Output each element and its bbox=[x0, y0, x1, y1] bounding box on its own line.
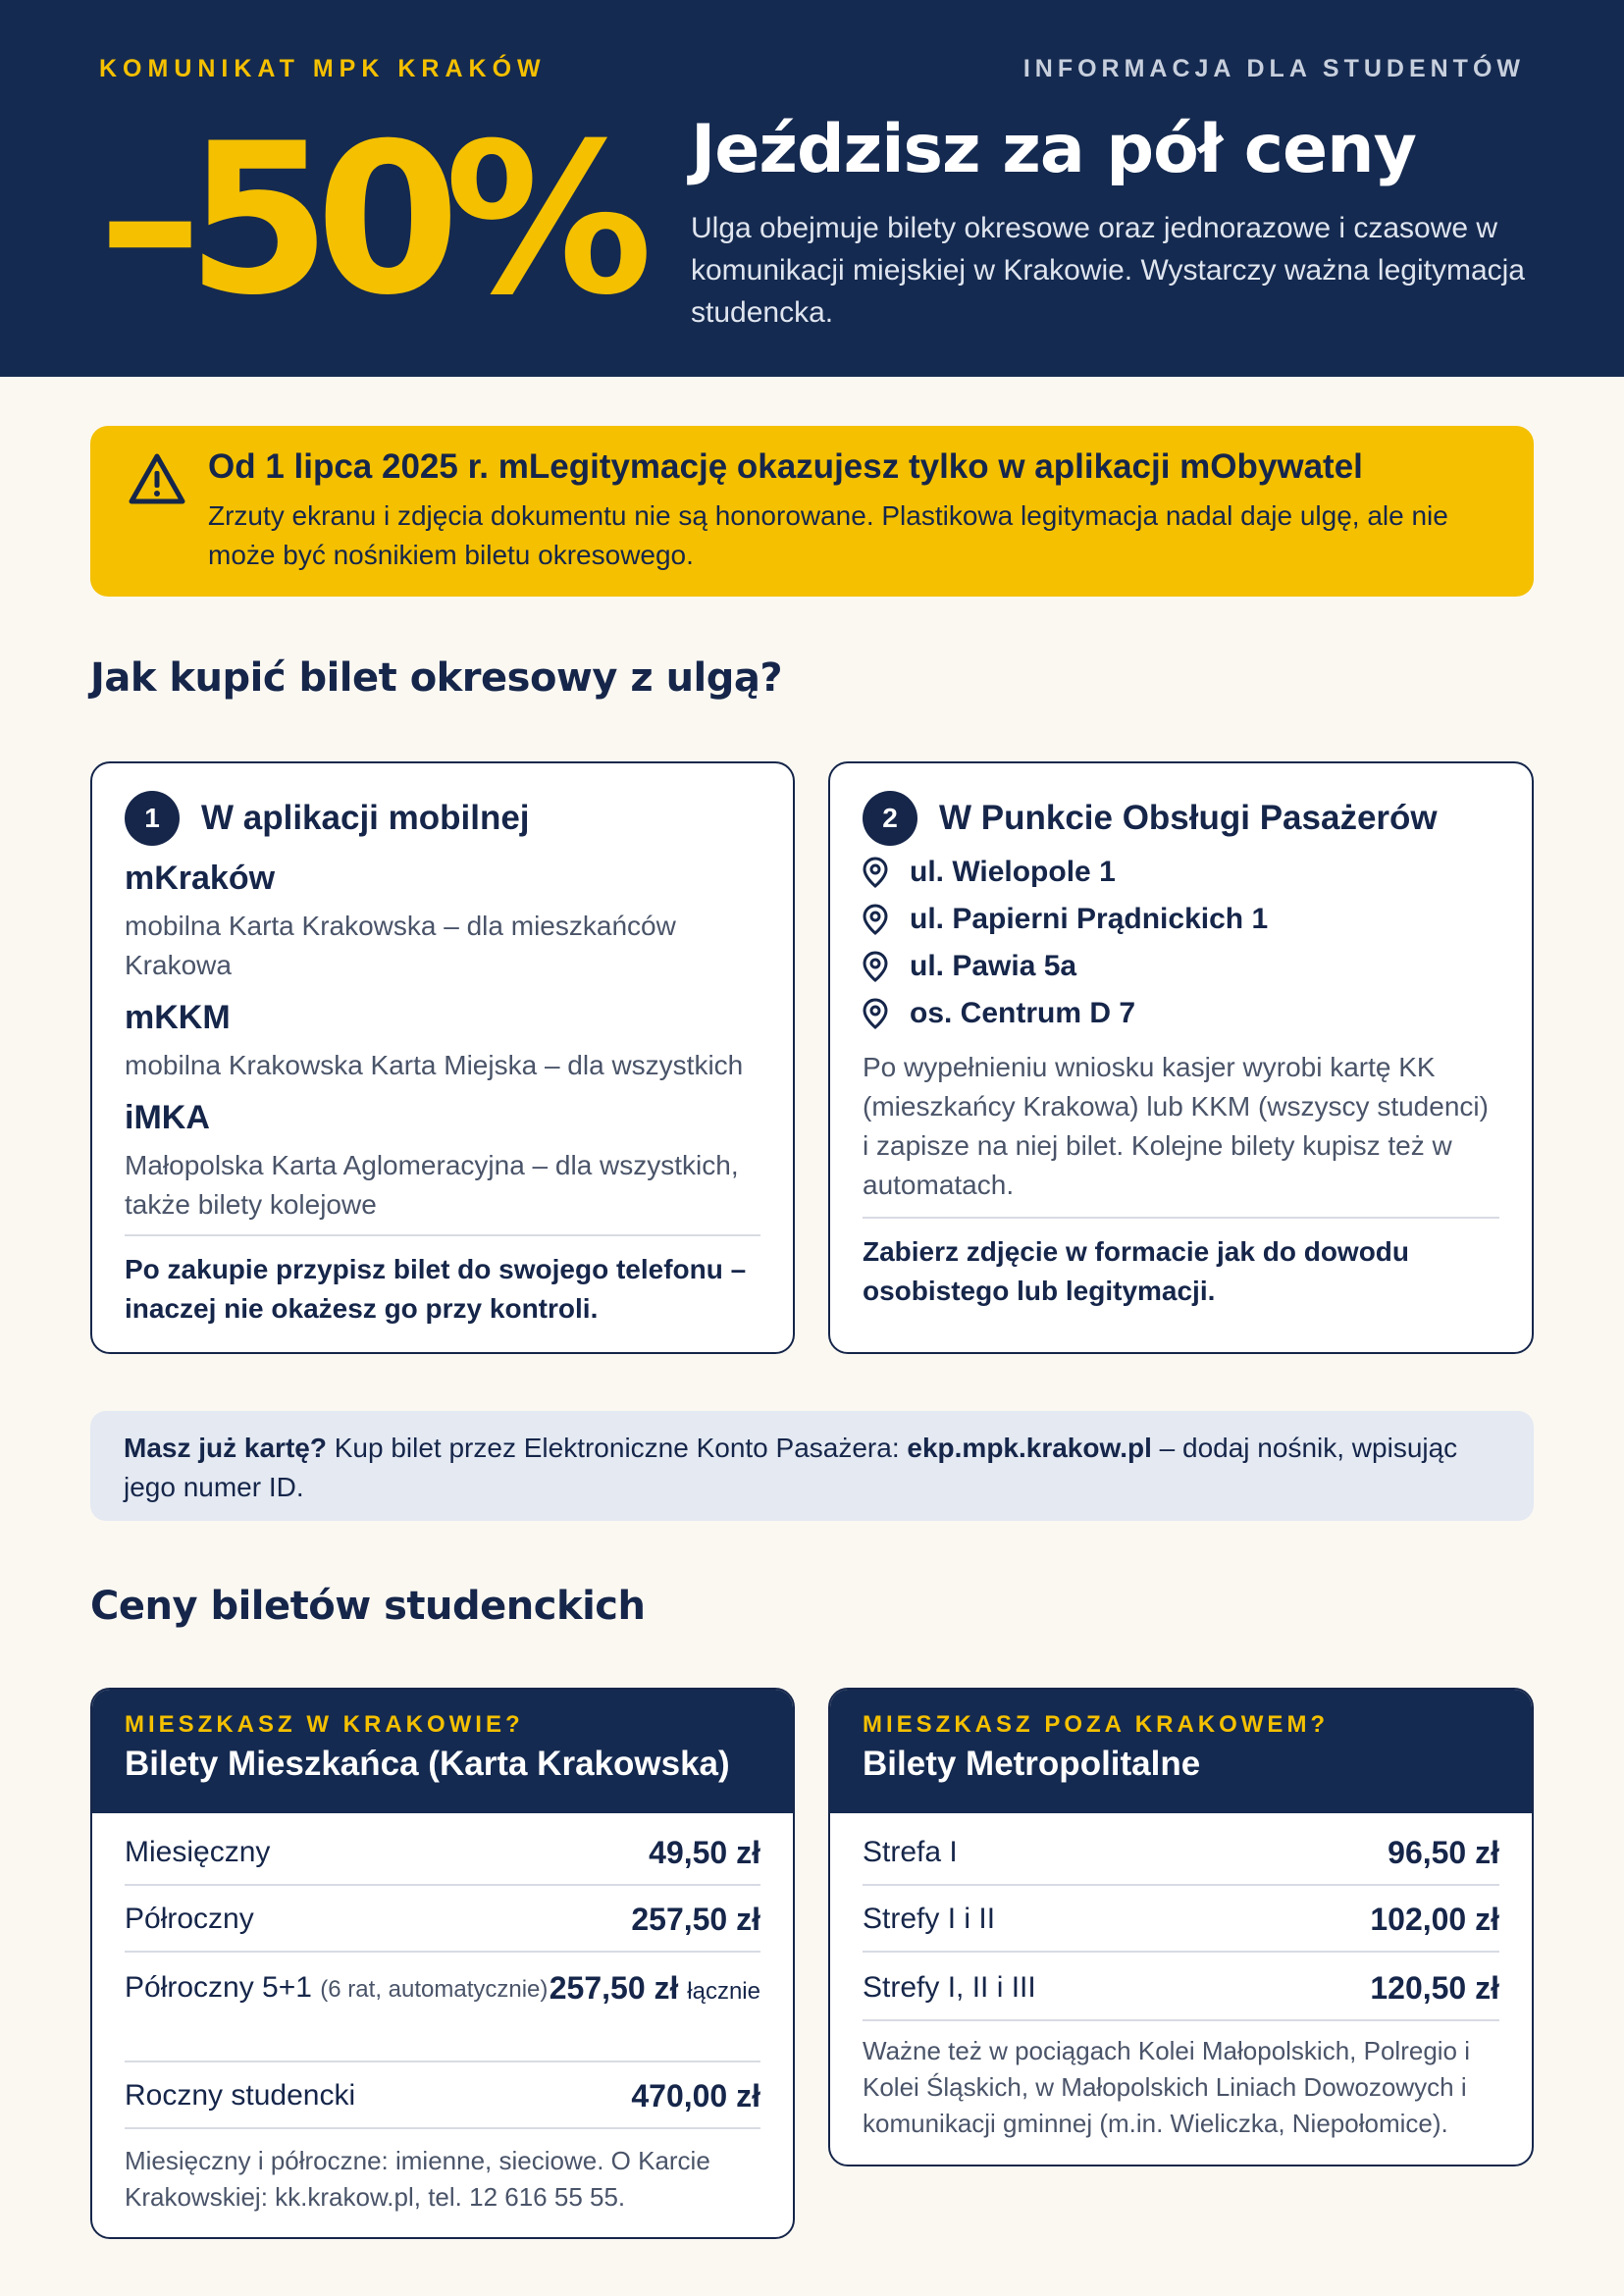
alert-title: Od 1 lipca 2025 r. mLegitymację okazujesz tylko w aplikacji mObywatel bbox=[208, 447, 1363, 486]
price-card-note: Ważne też w pociągach Kolei Małopolskich, Polregio i Kolei Śląskich, w Małopolskich Liniach Dowozowych i komunikacji gminnej (m.in. Wieliczka, Niepołomice). bbox=[863, 2036, 1471, 2138]
divider bbox=[125, 1884, 760, 1886]
location-pin-icon bbox=[863, 904, 888, 935]
divider bbox=[125, 1951, 760, 1953]
ticket-price: 96,50 zł bbox=[1388, 1835, 1499, 1870]
location-pin-icon bbox=[863, 857, 888, 888]
app-name-mkrakow: mKraków bbox=[125, 860, 276, 897]
location-pin-icon bbox=[863, 998, 888, 1029]
alert-banner bbox=[90, 426, 1534, 597]
app-name-mkkm: mKKM bbox=[125, 999, 231, 1036]
info-text: Kup bilet przez Elektroniczne Konto Pasażera: bbox=[326, 1433, 908, 1463]
ticket-name-detail: (6 rat, automatycznie) bbox=[320, 1976, 549, 2003]
warning-icon bbox=[128, 451, 186, 506]
alert-text: Zrzuty ekranu i zdjęcia dokumentu nie są honorowane. Plastikowa legitymacja nadal daje ulgę, ale nie może być nośnikiem biletu okresowego. bbox=[208, 500, 1448, 570]
address-item bbox=[863, 997, 1135, 1030]
ticket-name: Strefy I i II bbox=[863, 1903, 996, 1935]
address-text: ul. Pawia 5a bbox=[910, 950, 1077, 982]
divider bbox=[863, 2019, 1499, 2021]
price-card-title: Bilety Mieszkańca (Karta Krakowska) bbox=[125, 1745, 730, 1783]
ticket-price bbox=[550, 1966, 760, 2013]
address-item bbox=[863, 950, 1076, 983]
header-audience: INFORMACJA DLA STUDENTÓW bbox=[1022, 55, 1525, 82]
divider bbox=[863, 1951, 1499, 1953]
ticket-price-suffix: łącznie bbox=[687, 1978, 760, 2005]
header-kicker: KOMUNIKAT MPK KRAKÓW bbox=[99, 55, 547, 82]
price-card-kicker: MIESZKASZ W KRAKOWIE? bbox=[125, 1711, 524, 1738]
address-item bbox=[863, 856, 1116, 889]
info-lead: Masz już kartę? bbox=[124, 1433, 327, 1463]
divider bbox=[125, 2061, 760, 2062]
card-note: Po zakupie przypisz bilet do swojego telefonu – inaczej nie okażesz go przy kontroli. bbox=[125, 1254, 747, 1324]
service-point-description: Po wypełnieniu wniosku kasjer wyrobi kartę KK (mieszkańcy Krakowa) lub KKM (wszyscy studenci) i zapisze na niej bilet. Kolejne bilety kupisz też w automatach. bbox=[863, 1052, 1489, 1200]
price-card-title: Bilety Metropolitalne bbox=[863, 1745, 1201, 1783]
info-tail: – dodaj nośnik, wpisując jego numer ID. bbox=[124, 1433, 1458, 1502]
header-lead: Ulga obejmuje bilety okresowe oraz jednorazowe i czasowe w komunikacji miejskiej w Krakowie. Wystarczy ważna legitymacja studencka. bbox=[691, 212, 1525, 329]
divider bbox=[863, 1884, 1499, 1886]
price-card-metropolitan bbox=[828, 1688, 1534, 2166]
app-desc-imka: Małopolska Karta Aglomeracyjna – dla wszystkich, także bilety kolejowe bbox=[125, 1150, 739, 1220]
ticket-name: Strefa I bbox=[863, 1836, 958, 1868]
divider bbox=[125, 1234, 760, 1236]
header-banner bbox=[0, 0, 1624, 377]
ticket-name: Roczny studencki bbox=[125, 2079, 356, 2112]
app-desc-mkrakow: mobilna Karta Krakowska – dla mieszkańców Krakowa bbox=[125, 911, 676, 980]
ticket-price-amount: 257,50 zł bbox=[549, 1970, 679, 2006]
ticket-price: 470,00 zł bbox=[631, 2078, 760, 2113]
location-pin-icon bbox=[863, 951, 888, 982]
ticket-name: Miesięczny bbox=[125, 1836, 271, 1868]
section-title-how-to-buy: Jak kupić bilet okresowy z ulgą? bbox=[90, 655, 783, 701]
ticket-name-main: Półroczny 5+1 bbox=[125, 1971, 312, 2004]
ticket-price: 120,50 zł bbox=[1370, 1970, 1499, 2006]
discount-value: –50% bbox=[98, 98, 638, 340]
app-desc-mkkm: mobilna Krakowska Karta Miejska – dla wszystkich bbox=[125, 1050, 744, 1080]
ticket-name: Strefy I, II i III bbox=[863, 1971, 1036, 2004]
card-header bbox=[125, 791, 530, 846]
card-mobile-app bbox=[90, 761, 795, 1354]
step-number: 2 bbox=[863, 791, 917, 846]
price-card-header bbox=[830, 1690, 1532, 1813]
card-title: W aplikacji mobilnej bbox=[201, 799, 530, 837]
ticket-price: 257,50 zł bbox=[631, 1902, 760, 1937]
app-name-imka: iMKA bbox=[125, 1099, 210, 1136]
price-card-resident bbox=[90, 1688, 795, 2239]
address-text: os. Centrum D 7 bbox=[910, 997, 1136, 1029]
price-card-kicker: MIESZKASZ POZA KRAKOWEM? bbox=[863, 1711, 1330, 1738]
ticket-price: 49,50 zł bbox=[649, 1835, 760, 1870]
page-title: Jeździsz za pół ceny bbox=[691, 111, 1416, 188]
ekp-link[interactable]: ekp.mpk.krakow.pl bbox=[907, 1433, 1152, 1463]
address-item bbox=[863, 903, 1268, 936]
ticket-name: Półroczny bbox=[125, 1903, 254, 1935]
card-header bbox=[863, 791, 1438, 846]
card-note: Zabierz zdjęcie w formacie jak do dowodu osobistego lub legitymacji. bbox=[863, 1236, 1410, 1306]
address-text: ul. Papierni Prądnickich 1 bbox=[910, 903, 1269, 935]
section-title-prices: Ceny biletów studenckich bbox=[90, 1584, 646, 1629]
card-title: W Punkcie Obsługi Pasażerów bbox=[939, 799, 1438, 837]
divider bbox=[125, 2127, 760, 2129]
price-card-note: Miesięczny i półroczne: imienne, sieciowe. O Karcie Krakowskiej: kk.krakow.pl, tel. 12 616 55 55. bbox=[125, 2146, 710, 2212]
info-box-ekp bbox=[90, 1411, 1534, 1521]
ticket-name bbox=[125, 1966, 556, 2011]
card-service-point bbox=[828, 761, 1534, 1354]
ticket-price: 102,00 zł bbox=[1370, 1902, 1499, 1937]
address-text: ul. Wielopole 1 bbox=[910, 856, 1116, 888]
price-card-header bbox=[92, 1690, 793, 1813]
divider bbox=[863, 1217, 1499, 1219]
step-number: 1 bbox=[125, 791, 180, 846]
